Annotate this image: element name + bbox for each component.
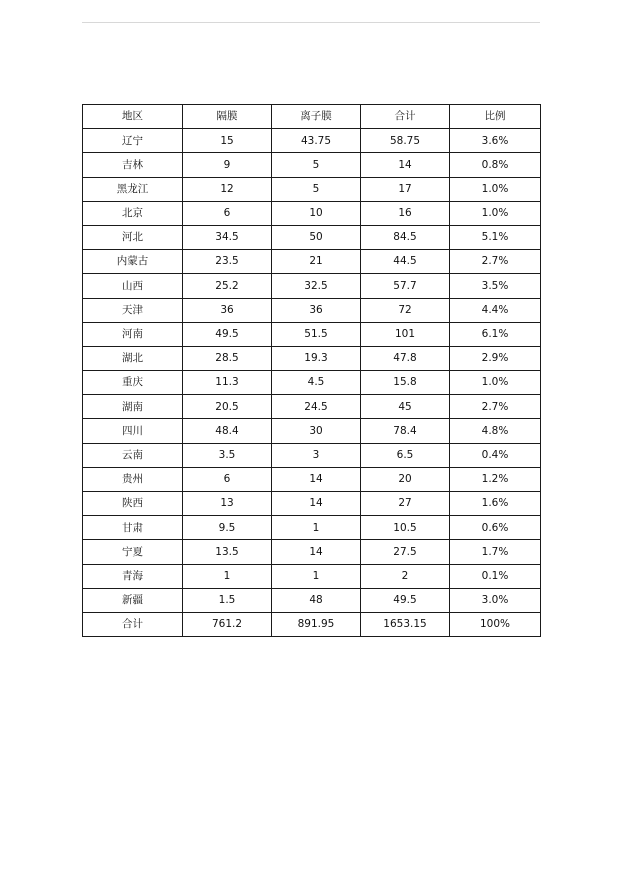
value-cell: 1.7% — [450, 540, 541, 564]
column-header: 离子膜 — [272, 105, 361, 129]
table-row — [83, 322, 541, 346]
column-header: 地区 — [83, 105, 183, 129]
region-cell: 云南 — [83, 443, 183, 467]
value-cell: 3.6% — [450, 129, 541, 153]
region-cell: 吉林 — [83, 153, 183, 177]
value-cell: 6 — [183, 201, 272, 225]
total-row — [83, 612, 541, 636]
value-cell: 57.7 — [361, 274, 450, 298]
region-cell: 宁夏 — [83, 540, 183, 564]
value-cell: 2 — [361, 564, 450, 588]
value-cell: 78.4 — [361, 419, 450, 443]
value-cell: 1.2% — [450, 467, 541, 491]
value-cell: 1.6% — [450, 492, 541, 516]
region-cell: 甘肃 — [83, 516, 183, 540]
value-cell: 23.5 — [183, 250, 272, 274]
value-cell: 43.75 — [272, 129, 361, 153]
value-cell: 0.6% — [450, 516, 541, 540]
value-cell: 4.5 — [272, 371, 361, 395]
value-cell: 14 — [272, 467, 361, 491]
value-cell: 20 — [361, 467, 450, 491]
region-cell: 天津 — [83, 298, 183, 322]
value-cell: 1.0% — [450, 201, 541, 225]
table-row — [83, 467, 541, 491]
table-row — [83, 298, 541, 322]
region-cell: 内蒙古 — [83, 250, 183, 274]
value-cell: 14 — [361, 153, 450, 177]
value-cell: 58.75 — [361, 129, 450, 153]
table-row — [83, 274, 541, 298]
value-cell: 17 — [361, 177, 450, 201]
column-header: 比例 — [450, 105, 541, 129]
value-cell: 2.9% — [450, 346, 541, 370]
region-cell: 湖南 — [83, 395, 183, 419]
value-cell: 0.1% — [450, 564, 541, 588]
value-cell: 4.8% — [450, 419, 541, 443]
region-cell: 陕西 — [83, 492, 183, 516]
region-cell: 青海 — [83, 564, 183, 588]
value-cell: 13.5 — [183, 540, 272, 564]
value-cell: 5 — [272, 153, 361, 177]
value-cell: 14 — [272, 492, 361, 516]
value-cell: 15.8 — [361, 371, 450, 395]
value-cell: 101 — [361, 322, 450, 346]
value-cell: 1 — [272, 516, 361, 540]
value-cell: 761.2 — [183, 612, 272, 636]
table-row — [83, 443, 541, 467]
value-cell: 25.2 — [183, 274, 272, 298]
value-cell: 19.3 — [272, 346, 361, 370]
value-cell: 32.5 — [272, 274, 361, 298]
region-cell: 河南 — [83, 322, 183, 346]
table-row — [83, 540, 541, 564]
region-cell: 北京 — [83, 201, 183, 225]
region-cell: 黑龙江 — [83, 177, 183, 201]
value-cell: 3.5 — [183, 443, 272, 467]
value-cell: 48 — [272, 588, 361, 612]
value-cell: 50 — [272, 225, 361, 249]
value-cell: 72 — [361, 298, 450, 322]
table-row — [83, 371, 541, 395]
value-cell: 1 — [272, 564, 361, 588]
value-cell: 1 — [183, 564, 272, 588]
value-cell: 9.5 — [183, 516, 272, 540]
value-cell: 48.4 — [183, 419, 272, 443]
region-cell: 重庆 — [83, 371, 183, 395]
value-cell: 45 — [361, 395, 450, 419]
region-cell: 湖北 — [83, 346, 183, 370]
value-cell: 1.0% — [450, 177, 541, 201]
region-cell: 山西 — [83, 274, 183, 298]
value-cell: 2.7% — [450, 395, 541, 419]
value-cell: 16 — [361, 201, 450, 225]
value-cell: 15 — [183, 129, 272, 153]
region-cell: 河北 — [83, 225, 183, 249]
value-cell: 3.5% — [450, 274, 541, 298]
value-cell: 0.4% — [450, 443, 541, 467]
value-cell: 12 — [183, 177, 272, 201]
table-row — [83, 492, 541, 516]
region-cell: 新疆 — [83, 588, 183, 612]
value-cell: 21 — [272, 250, 361, 274]
table-header-row — [83, 105, 541, 129]
table-body — [83, 105, 541, 637]
value-cell: 0.8% — [450, 153, 541, 177]
value-cell: 27.5 — [361, 540, 450, 564]
value-cell: 1.0% — [450, 371, 541, 395]
column-header: 隔膜 — [183, 105, 272, 129]
region-cell: 四川 — [83, 419, 183, 443]
value-cell: 51.5 — [272, 322, 361, 346]
value-cell: 9 — [183, 153, 272, 177]
value-cell: 1.5 — [183, 588, 272, 612]
value-cell: 36 — [272, 298, 361, 322]
header-divider — [82, 22, 540, 23]
table-row — [83, 419, 541, 443]
table-row — [83, 225, 541, 249]
table-row — [83, 564, 541, 588]
column-header: 合计 — [361, 105, 450, 129]
value-cell: 6.5 — [361, 443, 450, 467]
value-cell: 2.7% — [450, 250, 541, 274]
value-cell: 20.5 — [183, 395, 272, 419]
value-cell: 5.1% — [450, 225, 541, 249]
value-cell: 1653.15 — [361, 612, 450, 636]
value-cell: 49.5 — [361, 588, 450, 612]
value-cell: 10.5 — [361, 516, 450, 540]
region-capacity-table — [82, 104, 541, 637]
table-row — [83, 250, 541, 274]
value-cell: 11.3 — [183, 371, 272, 395]
value-cell: 13 — [183, 492, 272, 516]
table-row — [83, 588, 541, 612]
region-cell: 合计 — [83, 612, 183, 636]
value-cell: 100% — [450, 612, 541, 636]
value-cell: 47.8 — [361, 346, 450, 370]
table-row — [83, 153, 541, 177]
value-cell: 24.5 — [272, 395, 361, 419]
table-row — [83, 516, 541, 540]
value-cell: 84.5 — [361, 225, 450, 249]
value-cell: 3 — [272, 443, 361, 467]
table-row — [83, 395, 541, 419]
table-row — [83, 346, 541, 370]
value-cell: 34.5 — [183, 225, 272, 249]
table-row — [83, 177, 541, 201]
value-cell: 891.95 — [272, 612, 361, 636]
value-cell: 36 — [183, 298, 272, 322]
value-cell: 6.1% — [450, 322, 541, 346]
value-cell: 44.5 — [361, 250, 450, 274]
value-cell: 10 — [272, 201, 361, 225]
value-cell: 14 — [272, 540, 361, 564]
table-row — [83, 129, 541, 153]
value-cell: 30 — [272, 419, 361, 443]
value-cell: 3.0% — [450, 588, 541, 612]
value-cell: 28.5 — [183, 346, 272, 370]
table-row — [83, 201, 541, 225]
value-cell: 5 — [272, 177, 361, 201]
region-cell: 辽宁 — [83, 129, 183, 153]
value-cell: 4.4% — [450, 298, 541, 322]
value-cell: 27 — [361, 492, 450, 516]
value-cell: 49.5 — [183, 322, 272, 346]
value-cell: 6 — [183, 467, 272, 491]
region-cell: 贵州 — [83, 467, 183, 491]
